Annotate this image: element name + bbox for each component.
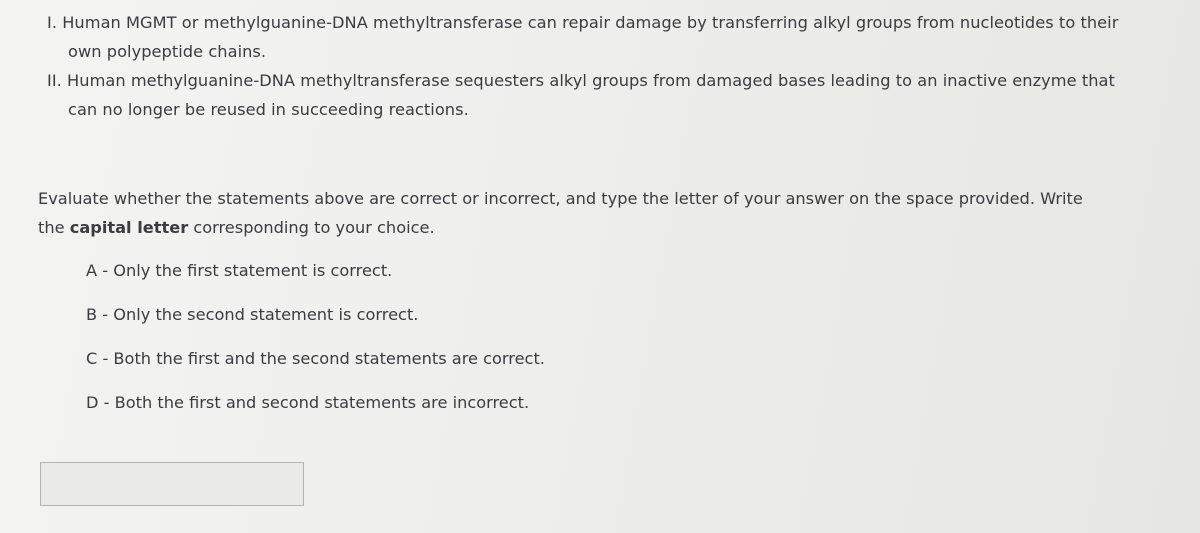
statement-2-line-2: can no longer be reused in succeeding reactions.	[68, 100, 469, 119]
instructions-line-1: Evaluate whether the statements above are correct or incorrect, and type the letter of your answer on the space provided. Write	[38, 189, 1083, 208]
choice-a: A - Only the first statement is correct.	[86, 261, 393, 280]
statement-2	[47, 66, 1187, 124]
choice-c: C - Both the first and the second statements are correct.	[86, 349, 545, 368]
answer-input[interactable]	[40, 462, 304, 506]
choice-list	[86, 256, 545, 432]
choice-b: B - Only the second statement is correct.	[86, 305, 419, 324]
statements-block	[47, 8, 1187, 124]
instructions-line-2-post: corresponding to your choice.	[188, 218, 435, 237]
instructions-capital-letter: capital letter	[69, 218, 189, 237]
statement-1-line-2: own polypeptide chains.	[68, 42, 267, 61]
statement-1	[47, 8, 1187, 66]
instructions-line-2	[38, 213, 1188, 242]
instructions	[38, 184, 1188, 242]
statement-1-line-1: I. Human MGMT or methylguanine-DNA methyltransferase can repair damage by transferring alkyl groups from nucleotides to their	[47, 13, 1119, 32]
choice-d: D - Both the first and second statements are incorrect.	[86, 393, 530, 412]
instructions-line-2-pre: the	[38, 218, 70, 237]
statement-2-line-1: II. Human methylguanine-DNA methyltransferase sequesters alkyl groups from damaged bases leading to an inactive enzyme that	[47, 71, 1115, 90]
